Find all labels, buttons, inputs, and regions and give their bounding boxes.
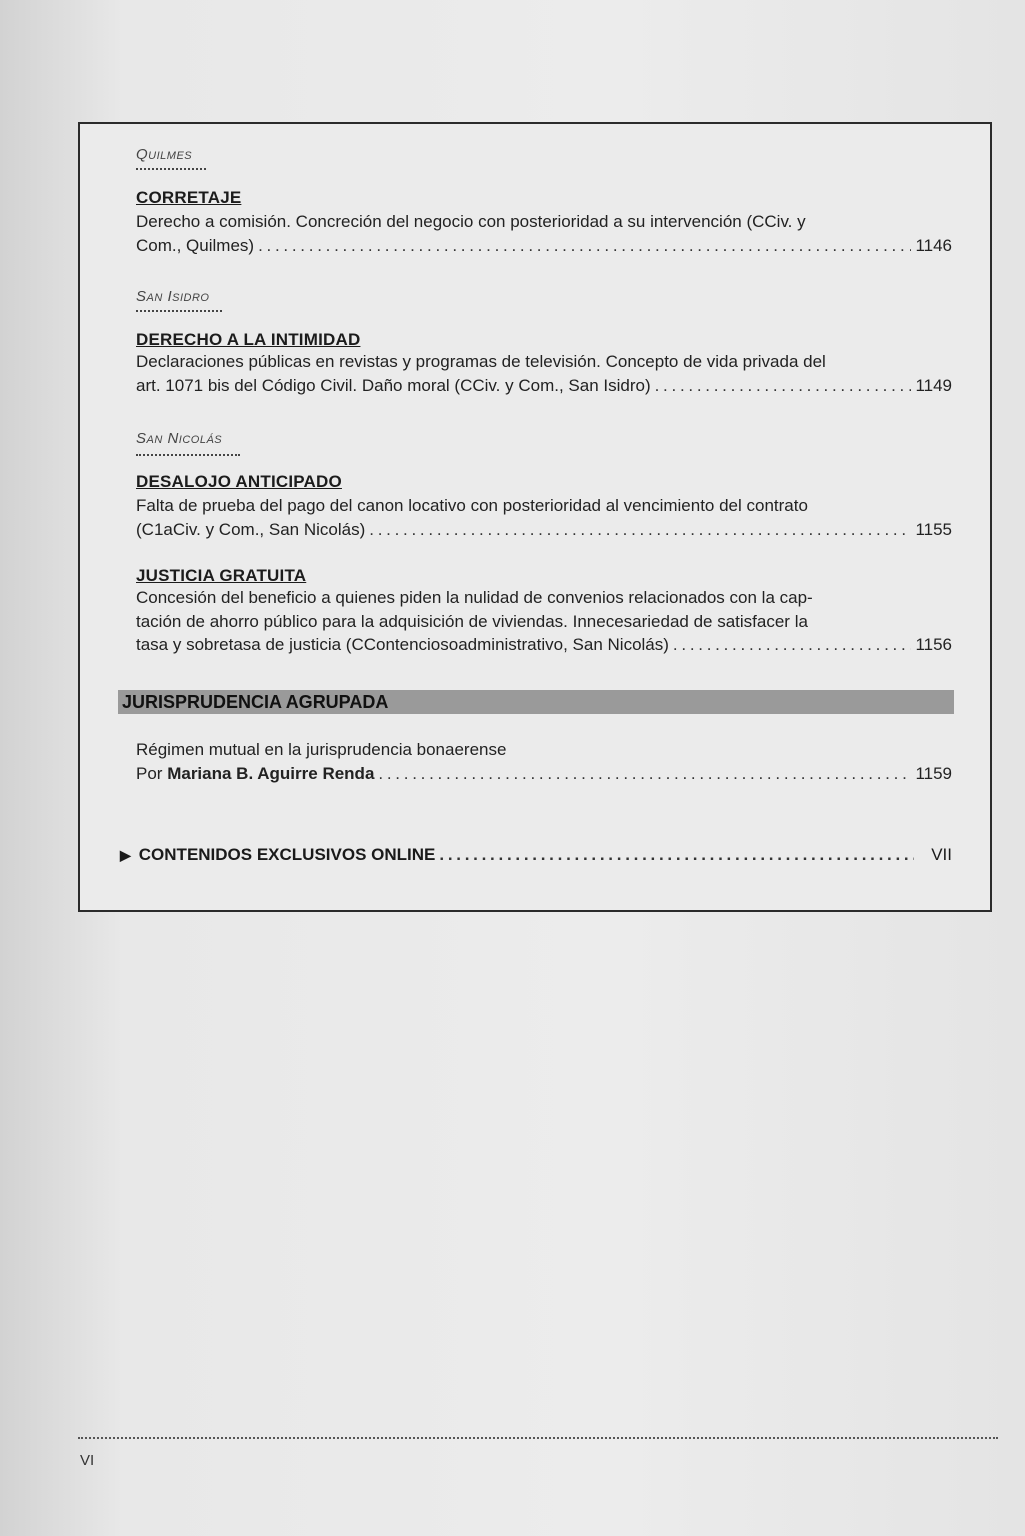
entry-line: Derecho a comisión. Concreción del negocio con posterioridad a su intervención (CCiv. y bbox=[136, 212, 806, 231]
leader-dots bbox=[369, 518, 911, 542]
entry-last-line-text: (C1aCiv. y Com., San Nicolás) bbox=[136, 519, 366, 539]
entry-line: tación de ahorro público para la adquisición de viviendas. Innecesariedad de satisfacer la bbox=[136, 611, 808, 631]
entry-heading: DESALOJO ANTICIPADO bbox=[136, 472, 342, 491]
entry-line: Concesión del beneficio a quienes piden la nulidad de convenios relacionados con la cap- bbox=[136, 588, 813, 607]
entry-last-line-text: art. 1071 bis del Código Civil. Daño moral (CCiv. y Com., San Isidro) bbox=[136, 375, 651, 395]
location-heading: San Nicolás bbox=[136, 430, 223, 447]
leader-dots bbox=[655, 374, 912, 398]
page-number: 1155 bbox=[915, 519, 952, 539]
leader-dots bbox=[439, 845, 914, 865]
entry-last-line-text: Com., Quilmes) bbox=[136, 235, 255, 255]
section-band: JURISPRUDENCIA AGRUPADA bbox=[118, 690, 954, 714]
author-name: Mariana B. Aguirre Renda bbox=[167, 763, 375, 783]
triangle-right-icon: ▶ bbox=[120, 847, 131, 863]
entry-heading: CORRETAJE bbox=[136, 188, 242, 207]
location-heading: San Isidro bbox=[136, 288, 210, 305]
entry-body bbox=[136, 210, 952, 257]
page-number: 1156 bbox=[915, 635, 952, 654]
leader-dots bbox=[673, 633, 912, 657]
location-rule bbox=[136, 310, 222, 312]
page-number: VII bbox=[931, 845, 952, 864]
leader-dots bbox=[258, 234, 911, 258]
entry-body bbox=[136, 494, 952, 541]
leader-dots bbox=[378, 762, 911, 786]
entry-last-line bbox=[136, 374, 952, 398]
page-number: 1149 bbox=[915, 375, 952, 395]
entry-body bbox=[136, 350, 952, 397]
entry-last-line bbox=[136, 633, 952, 657]
entry-line: Falta de prueba del pago del canon locativo con posterioridad al vencimiento del contrato bbox=[136, 496, 808, 515]
author-prefix: Por bbox=[136, 763, 163, 783]
article-entry bbox=[136, 738, 952, 785]
entry-heading: JUSTICIA GRATUITA bbox=[136, 566, 307, 585]
article-author-line bbox=[136, 762, 952, 786]
page-folio: VI bbox=[80, 1452, 95, 1469]
location-heading: Quilmes bbox=[136, 146, 193, 163]
entry-line: Declaraciones públicas en revistas y programas de televisión. Concepto de vida privada del bbox=[136, 352, 826, 371]
page-number: 1159 bbox=[915, 763, 952, 783]
location-rule bbox=[136, 168, 206, 170]
footer-rule bbox=[78, 1437, 998, 1439]
online-contents-link[interactable] bbox=[120, 845, 952, 865]
online-label: CONTENIDOS EXCLUSIVOS ONLINE bbox=[138, 845, 436, 864]
page-number: 1146 bbox=[915, 235, 952, 255]
entry-last-line bbox=[136, 518, 952, 542]
entry-body bbox=[136, 586, 952, 657]
entry-last-line-text: tasa y sobretasa de justicia (CContenciosoadministrativo, San Nicolás) bbox=[136, 635, 669, 654]
entry-heading: DERECHO A LA INTIMIDAD bbox=[136, 330, 361, 349]
article-title: Régimen mutual en la jurisprudencia bonaerense bbox=[136, 740, 507, 759]
entry-last-line bbox=[136, 234, 952, 258]
location-rule bbox=[136, 454, 240, 456]
